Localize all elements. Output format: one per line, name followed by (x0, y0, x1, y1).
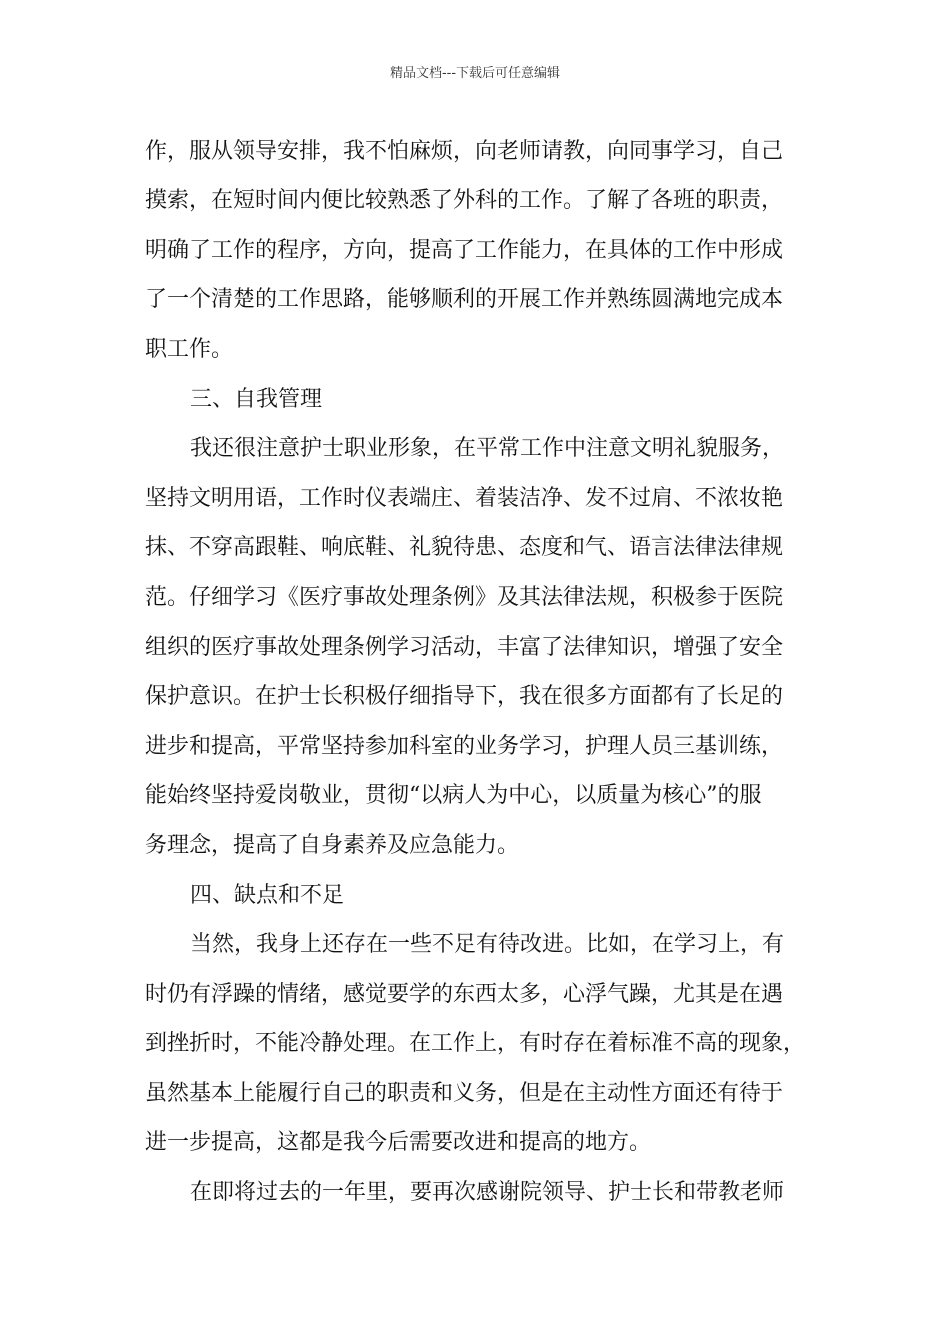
body-line: 时仍有浮躁的情绪，感觉要学的东西太多，心浮气躁，尤其是在遇 (145, 982, 784, 1007)
body-line: 了一个清楚的工作思路，能够顺利的开展工作并熟练圆满地完成本 (145, 287, 784, 312)
body-line: 范。仔细学习《医疗事故处理条例》及其法律法规，积极参于医院 (145, 585, 784, 610)
body-line: 进一步提高，这都是我今后需要改进和提高的地方。 (145, 1130, 652, 1155)
body-line: 我还很注意护士职业形象，在平常工作中注意文明礼貌服务， (190, 436, 785, 461)
section-heading: 三、自我管理 (190, 387, 323, 412)
body-line: 明确了工作的程序，方向，提高了工作能力，在具体的工作中形成 (145, 238, 784, 263)
body-line: 当然，我身上还存在一些不足有待改进。比如，在学习上，有 (190, 932, 785, 957)
body-line: 摸索，在短时间内便比较熟悉了外科的工作。了解了各班的职责， (145, 188, 784, 213)
body-line: 在即将过去的一年里，要再次感谢院领导、护士长和带教老师 (190, 1180, 785, 1205)
section-heading: 四、缺点和不足 (190, 883, 345, 908)
body-line: 组织的医疗事故处理条例学习活动，丰富了法律知识，增强了安全 (145, 635, 784, 660)
body-line: 虽然基本上能履行自己的职责和义务，但是在主动性方面还有待于 (145, 1081, 784, 1106)
body-line: 到挫折时，不能冷静处理。在工作上，有时存在着标准不高的现象， (145, 1031, 806, 1056)
body-line: 保护意识。在护士长积极仔细指导下，我在很多方面都有了长足的 (145, 684, 784, 709)
body-line: 进步和提高，平常坚持参加科室的业务学习，护理人员三基训练， (145, 734, 784, 759)
page-header: 精品文档---下载后可任意编辑 (389, 66, 561, 81)
body-line: 坚持文明用语，工作时仪表端庄、着装洁净、发不过肩、不浓妆艳 (145, 486, 784, 511)
body-line: 作，服从领导安排，我不怕麻烦，向老师请教，向同事学习，自己 (145, 139, 784, 164)
body-line: 职工作。 (145, 337, 234, 362)
body-line: 能始终坚持爱岗敬业，贯彻“以病人为中心，以质量为核心”的服 (145, 783, 762, 808)
body-line: 务理念，提高了自身素养及应急能力。 (145, 833, 520, 858)
body-line: 抹、不穿高跟鞋、响底鞋、礼貌待患、态度和气、语言法律法律规 (145, 535, 784, 560)
